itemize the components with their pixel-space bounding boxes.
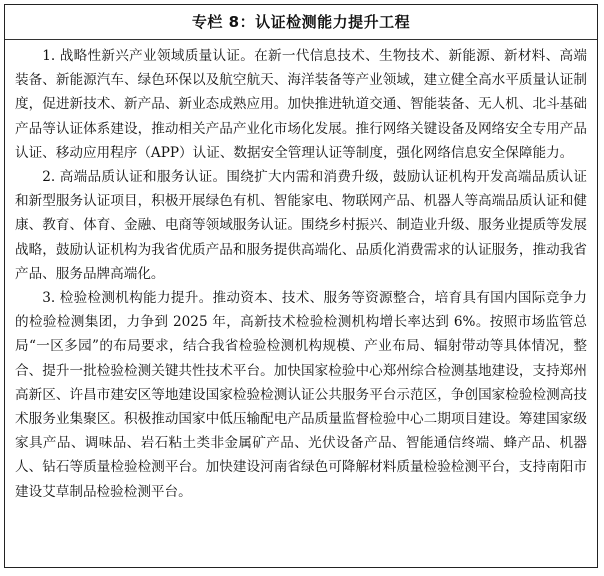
paragraph-strategic-emerging-industries: 1. 战略性新兴产业领域质量认证。在新一代信息技术、生物技术、新能源、新材料、高端装备、新能源汽车、绿色环保以及航空航天、海洋装备等产业领域，建立健全高水平质量认证制度，促进新技术、新产品、新业态成熟应用。加快推进轨道交通、智能装备、无人机、北斗基础产品等认证体系建设，推动相关产品产业化市场化发展。推行网络关键设备及网络安全专用产品认证、移动应用程序（APP）认证、数据安全管理认证等制度，强化网络信息安全保障能力。 (15, 48, 587, 161)
paragraph-high-end-quality-certification: 2. 高端品质认证和服务认证。围绕扩大内需和消费升级，鼓励认证机构开发高端品质认证和新型服务认证项目，积极开展绿色有机、智能家电、物联网产品、机器人等高端品质认证和健康、教育、体育、金融、电商等领域服务认证。围绕乡村振兴、制造业升级、服务业提质等发展战略，鼓励认证机构为我省优质产品和服务提供高端化、品质化消费需求的认证服务，推动我省产品、服务品牌高端化。 (15, 169, 587, 282)
paragraph-testing-institution-capability: 3. 检验检测机构能力提升。推动资本、技术、服务等资源整合，培育具有国内国际竞争力的检验检测集团，力争到 2025 年，高新技术检验检测机构增长率达到 6%。按照市场监管总局“一区多园”的布局要求，结合我省检验检测机构规模、产业布局、辐射带动等具体情况，整合、提升一批检验检测关键共性技术平台。加快国家检验中心郑州综合检测基地建设，支持郑州高新区、许昌市建安区等地建设国家检验检测认证公共服务平台示范区，争创国家检验检测高技术服务业集聚区。积极推动国家中低压输配电产品质量监督检验中心二期项目建设。筹建国家级家具产品、调味品、岩石粘土类非金属矿产品、光伏设备产品、智能通信终端、蜂产品、机器人、钻石等质量检验检测平台。加快建设河南省绿色可降解材料质量检验检测平台，支持南阳市建设艾草制品检验检测平台。 (15, 290, 587, 500)
column-content (5, 40, 597, 504)
column-title: 专栏 8：认证检测能力提升工程 (5, 5, 597, 40)
column-box (4, 4, 598, 568)
